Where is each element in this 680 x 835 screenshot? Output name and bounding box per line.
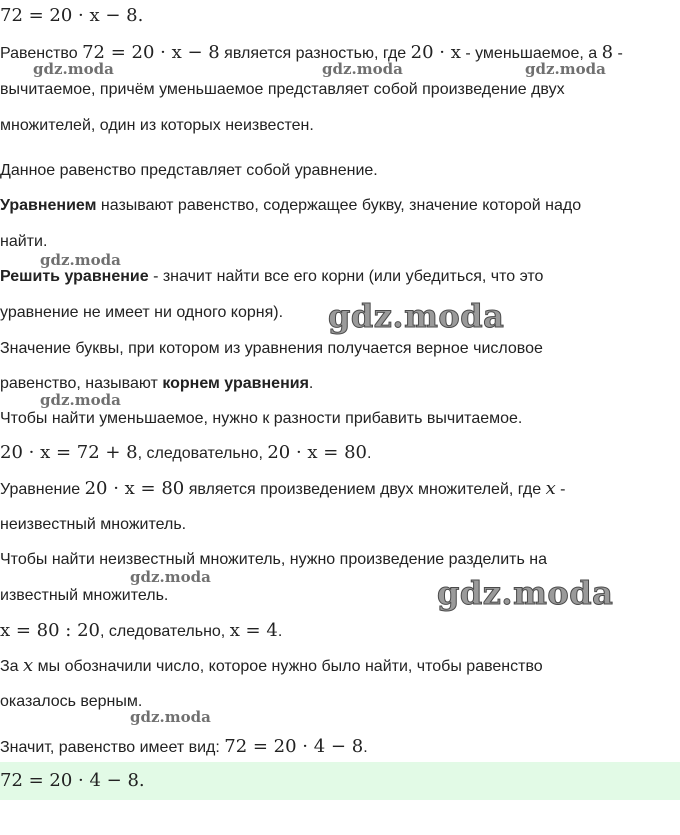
- text-line: [0, 737, 368, 758]
- term: Уравнением: [0, 197, 97, 214]
- text-line: множителей, один из которых неизвестен.: [0, 117, 314, 134]
- text-line: уравнение не имеет ни одного корня).: [0, 304, 284, 321]
- definition-line: [0, 196, 581, 216]
- text-line: [0, 656, 543, 677]
- watermark: gdz.moda: [525, 60, 606, 78]
- text: .: [366, 445, 372, 462]
- text-line: [0, 479, 566, 500]
- definition-line: [0, 267, 543, 287]
- watermark: gdz.moda: [40, 391, 121, 409]
- math: x: [23, 655, 34, 676]
- text: -: [555, 481, 566, 498]
- math: 20 · x = 72 + 8: [0, 442, 138, 463]
- text: Уравнение: [0, 481, 85, 498]
- text: Равенство: [0, 45, 83, 62]
- text-line: вычитаемое, причём уменьшаемое представляет собой произведение двух: [0, 81, 565, 98]
- watermark: gdz.moda: [130, 708, 211, 726]
- watermark: gdz.moda: [40, 251, 121, 269]
- equation-line: [0, 443, 371, 464]
- term: Решить уравнение: [0, 268, 149, 285]
- math: x: [545, 478, 556, 499]
- text-line: Чтобы найти уменьшаемое, нужно к разности прибавить вычитаемое.: [0, 410, 523, 427]
- math: 72 = 20 · x − 8: [82, 42, 220, 63]
- watermark: gdz.moda: [328, 297, 505, 335]
- text: - уменьшаемое, а: [460, 45, 602, 62]
- math: x = 80 : 20: [0, 620, 100, 641]
- text: .: [363, 739, 368, 756]
- text-line: Чтобы найти неизвестный множитель, нужно произведение разделить на: [0, 551, 548, 568]
- text: , следовательно,: [137, 445, 268, 462]
- text-line: оказалось верным.: [0, 693, 143, 710]
- watermark: gdz.moda: [437, 574, 614, 612]
- term: корнем уравнения: [162, 375, 309, 392]
- text: -: [613, 45, 623, 62]
- text: .: [277, 623, 283, 640]
- text-line: Значение буквы, при котором из уравнения получается верное числовое: [0, 340, 543, 357]
- text-line: неизвестный множитель.: [0, 516, 187, 533]
- math: 20 · x: [410, 42, 461, 63]
- text: - значит найти все его корни (или убедиться, что это: [148, 268, 544, 285]
- text-line: известный множитель.: [0, 587, 169, 604]
- equation-line: [0, 621, 282, 642]
- equation-line: [0, 6, 143, 27]
- text: мы обозначили число, которое нужно было найти, чтобы равенство: [33, 658, 543, 675]
- text: За: [0, 658, 24, 675]
- watermark: gdz.moda: [33, 60, 114, 78]
- text-line: Данное равенство представляет собой уравнение.: [0, 162, 378, 179]
- text-line: найти.: [0, 233, 48, 250]
- text: называют равенство, содержащее букву, значение которой надо: [96, 197, 582, 214]
- text: равенство, называют: [0, 375, 163, 392]
- math: 20 · x = 80: [84, 478, 185, 499]
- text: .: [308, 375, 314, 392]
- text: является произведением двух множителей, где: [184, 481, 546, 498]
- math: 8: [601, 42, 614, 63]
- answer-box: [0, 762, 680, 800]
- text: является разностью, где: [219, 45, 411, 62]
- math: 72 = 20 · x − 8.: [0, 5, 144, 26]
- watermark: gdz.moda: [322, 60, 403, 78]
- watermark: gdz.moda: [130, 568, 211, 586]
- math: 72 = 20 · 4 − 8: [224, 736, 364, 757]
- math: 20 · x = 80: [267, 442, 367, 463]
- text: Значит, равенство имеет вид:: [0, 739, 225, 756]
- math: x = 4: [229, 620, 278, 641]
- text: , следовательно,: [100, 623, 230, 640]
- answer-equation: 72 = 20 · 4 − 8.: [0, 770, 145, 791]
